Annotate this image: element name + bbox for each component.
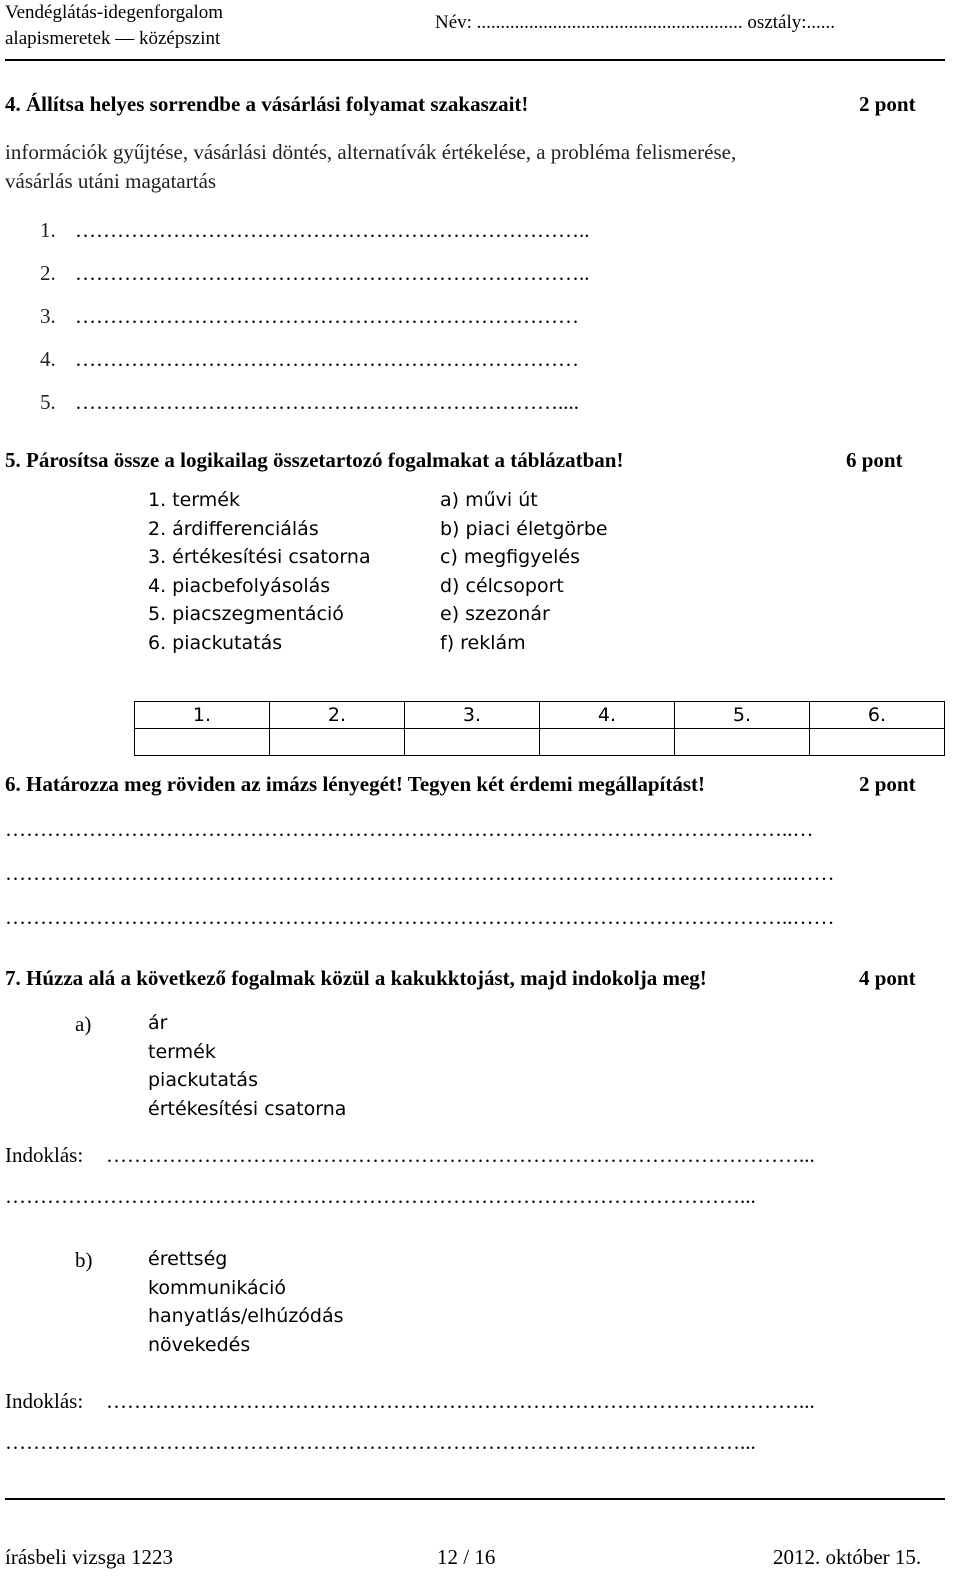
q5-table-answer-cell[interactable]: [675, 729, 810, 756]
q4-item-answer-line[interactable]: ………………………………………………………………: [75, 304, 579, 328]
q7b-option[interactable]: hanyatlás/elhúzódás: [148, 1305, 344, 1327]
q7a-option[interactable]: ár: [148, 1012, 168, 1034]
q5-table-answer-cell[interactable]: [405, 729, 540, 756]
q7a-reason-label: Indoklás:: [5, 1143, 84, 1167]
footer-page-number: 12 / 16: [437, 1545, 496, 1569]
q4-title: 4. Állítsa helyes sorrendbe a vásárlási folyamat szakaszait!: [5, 92, 529, 116]
q6-title: 6. Határozza meg röviden az imázs lényegét! Tegyen két érdemi megállapítást!: [5, 772, 706, 796]
q4-points: 2 pont: [859, 92, 916, 116]
q5-term-right: f) reklám: [440, 631, 526, 654]
q6-points: 2 pont: [859, 772, 916, 796]
q7b-reason-label: Indoklás:: [5, 1389, 84, 1413]
q4-item-answer-line[interactable]: ………………………………………………………………..: [75, 261, 590, 285]
q4-item-number: 4.: [40, 347, 56, 371]
q5-term-right: a) művi út: [440, 489, 538, 511]
q7a-option[interactable]: termék: [148, 1040, 216, 1063]
q7b-option[interactable]: növekedés: [148, 1333, 251, 1356]
q5-term-left: 4. piacbefolyásolás: [148, 574, 331, 597]
q5-table-header-row: [135, 702, 945, 729]
q4-text-line1: információk gyűjtése, vásárlási döntés, alternatívák értékelése, a probléma felismerése,: [5, 140, 737, 164]
q4-item-answer-line[interactable]: ……………………………………………………………....: [75, 390, 579, 414]
q5-term-left: 6. piackutatás: [148, 631, 283, 654]
q5-table-header-cell: 6.: [810, 702, 945, 729]
footer-date: 2012. október 15.: [773, 1545, 922, 1569]
q6-answer-line[interactable]: …………………………………………………………………………………………………..…: [5, 817, 814, 841]
q4-item-number: 5.: [40, 390, 56, 414]
footer-rule: [5, 1498, 945, 1500]
q4-item-answer-line[interactable]: ………………………………………………………………..: [75, 218, 590, 242]
q5-answer-table: [134, 701, 945, 756]
q7-title: 7. Húzza alá a következő fogalmak közül a kakukktojást, majd indokolja meg!: [5, 966, 707, 990]
header-subject-line1: Vendéglátás-idegenforgalom: [5, 2, 224, 23]
q5-table-header-cell: 5.: [675, 702, 810, 729]
q5-term-left: 1. termék: [148, 489, 240, 511]
q4-item-number: 2.: [40, 261, 56, 285]
q5-term-left: 3. értékesítési csatorna: [148, 546, 371, 568]
q4-text-line2: vásárlás utáni magatartás: [5, 169, 217, 193]
header-subject: [5, 0, 223, 52]
q6-answer-line[interactable]: …………………………………………………………………………………………………..……: [5, 861, 835, 885]
q5-table-answer-cell[interactable]: [135, 729, 270, 756]
q6-answer-line[interactable]: …………………………………………………………………………………………………..……: [5, 905, 835, 929]
q7b-reason-dots[interactable]: ………………………………………………………………………………………...: [106, 1389, 815, 1413]
q7a-reason-dots[interactable]: ………………………………………………………………………………………...: [106, 1143, 815, 1167]
q5-term-right: d) célcsoport: [440, 574, 564, 597]
q5-table-header-cell: 2.: [270, 702, 405, 729]
header-name-field: Név: ........................................................ osztály:......: [435, 12, 836, 33]
q5-term-left: 2. árdifferenciálás: [148, 517, 319, 540]
q4-item-number: 3.: [40, 304, 56, 328]
header-subject-line2: alapismeretek — középszint: [5, 28, 221, 49]
q7a-reason-line2[interactable]: ……………………………………………………………………………………………...: [5, 1184, 756, 1208]
q7a-option[interactable]: piackutatás: [148, 1069, 258, 1091]
q4-item-number: 1.: [40, 218, 56, 242]
q5-table-header-cell: 1.: [135, 702, 270, 729]
q5-title: 5. Párosítsa össze a logikailag összetartozó fogalmakat a táblázatban!: [5, 448, 624, 472]
q5-table-answer-cell[interactable]: [810, 729, 945, 756]
q5-term-right: c) megfigyelés: [440, 546, 580, 568]
q5-table-answer-cell[interactable]: [270, 729, 405, 756]
header-rule: [5, 59, 945, 61]
q5-table-answer-row: [135, 729, 945, 756]
footer-exam-code: írásbeli vizsga 1223: [5, 1545, 173, 1569]
q5-table-answer-cell[interactable]: [540, 729, 675, 756]
q7b-option[interactable]: érettség: [148, 1248, 228, 1270]
q5-term-right: b) piaci életgörbe: [440, 517, 608, 540]
q5-term-left: 5. piacszegmentáció: [148, 603, 344, 625]
q7b-option[interactable]: kommunikáció: [148, 1276, 286, 1299]
q7-points: 4 pont: [859, 966, 916, 990]
q5-table-header-cell: 3.: [405, 702, 540, 729]
q7b-label: b): [75, 1248, 93, 1272]
q5-table-header-cell: 4.: [540, 702, 675, 729]
q7a-option[interactable]: értékesítési csatorna: [148, 1097, 347, 1120]
q7a-label: a): [75, 1012, 92, 1036]
q5-term-right: e) szezonár: [440, 603, 550, 625]
q4-item-answer-line[interactable]: ………………………………………………………………: [75, 347, 579, 371]
q5-points: 6 pont: [846, 448, 903, 472]
q7b-reason-line2[interactable]: ……………………………………………………………………………………………...: [5, 1430, 756, 1454]
